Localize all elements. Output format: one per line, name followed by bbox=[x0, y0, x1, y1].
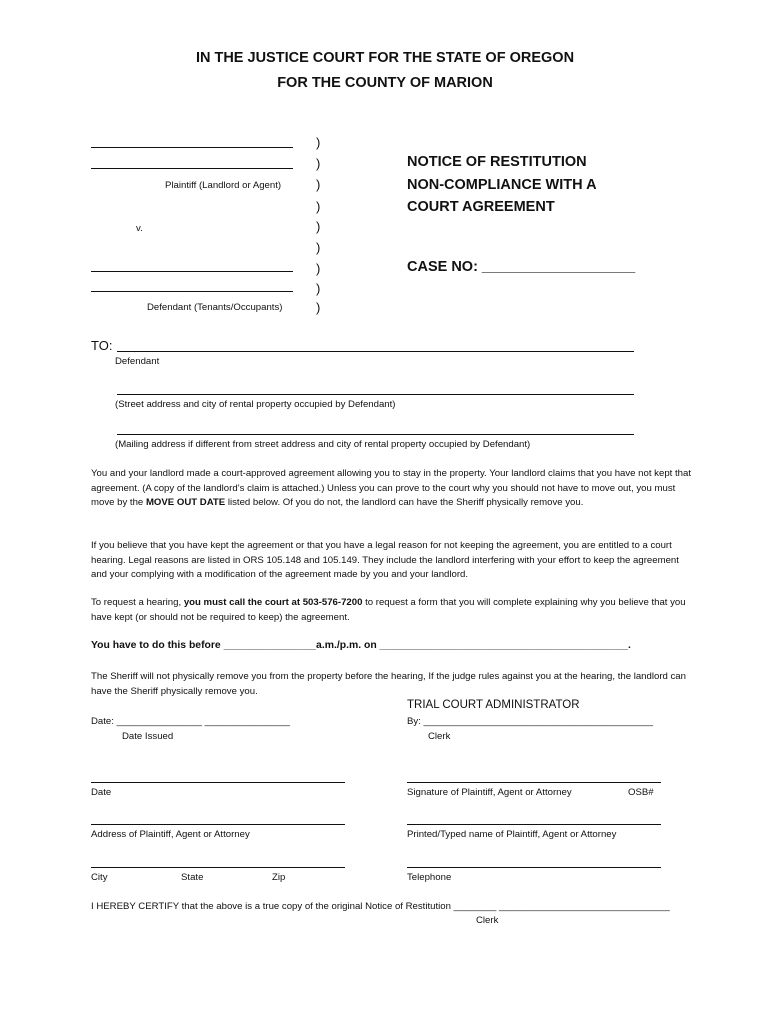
caption-paren: ) bbox=[316, 156, 321, 171]
city-label: City bbox=[91, 872, 108, 883]
telephone-line[interactable] bbox=[407, 867, 661, 868]
certify-statement: I HEREBY CERTIFY that the above is a true copy of the original Notice of Restitution ________ ________________________________ bbox=[91, 901, 670, 912]
street-address-line[interactable] bbox=[117, 394, 634, 395]
caption-paren: ) bbox=[316, 219, 321, 234]
street-address-label: (Street address and city of rental property occupied by Defendant) bbox=[115, 399, 396, 410]
court-title: IN THE JUSTICE COURT FOR THE STATE OF OREGON bbox=[195, 50, 575, 66]
plaintiff-line-1[interactable] bbox=[91, 147, 293, 148]
date-line[interactable] bbox=[91, 782, 345, 783]
to-defendant-label: Defendant bbox=[115, 356, 160, 367]
defendant-label: Defendant (Tenants/Occupants) bbox=[147, 302, 283, 313]
address-label: Address of Plaintiff, Agent or Attorney bbox=[91, 829, 250, 840]
caption-paren: ) bbox=[316, 240, 321, 255]
mailing-address-label: (Mailing address if different from street address and city of rental property occupied by Defendant) bbox=[115, 439, 531, 450]
date-issued-label: Date Issued bbox=[122, 731, 174, 742]
caption-paren: ) bbox=[316, 199, 321, 214]
clerk-label: Clerk bbox=[428, 731, 451, 742]
case-number: CASE NO: ___________________ bbox=[407, 259, 636, 275]
certify-clerk-label: Clerk bbox=[476, 915, 499, 926]
signature-line[interactable] bbox=[407, 782, 661, 783]
paragraph-sheriff: The Sheriff will not physically remove you from the property before the hearing, If the judge rules against you at the hearing, the landlord can have the Sheriff physically remove you. bbox=[91, 671, 686, 697]
address-line[interactable] bbox=[91, 824, 345, 825]
notice-title-1: NOTICE OF RESTITUTION bbox=[407, 154, 587, 170]
plaintiff-label: Plaintiff (Landlord or Agent) bbox=[165, 180, 282, 191]
zip-label: Zip bbox=[272, 872, 286, 883]
printed-name-label: Printed/Typed name of Plaintiff, Agent or Attorney bbox=[407, 829, 617, 840]
city-state-zip-line[interactable] bbox=[91, 867, 345, 868]
date-label: Date bbox=[91, 787, 112, 798]
deadline-line: You have to do this before ________________a.m./p.m. on ___________________________________________. bbox=[91, 640, 631, 651]
telephone-label: Telephone bbox=[407, 872, 452, 883]
notice-title-3: COURT AGREEMENT bbox=[407, 199, 555, 215]
caption-paren: ) bbox=[316, 135, 321, 150]
osb-label: OSB# bbox=[628, 787, 654, 798]
defendant-line-1[interactable] bbox=[91, 271, 293, 272]
caption-paren: ) bbox=[316, 281, 321, 296]
signature-label: Signature of Plaintiff, Agent or Attorney bbox=[407, 787, 572, 798]
paragraph-agreement: You and your landlord made a court-approved agreement allowing you to stay in the property. Your landlord claims that you have not kept that agreement. (A copy of the landlord’s claim is attached.) Unless you can prove to the court why you should not have to move out, you must move by the MOVE OUT DATE listed below. Of you do not, the landlord can have the Sheriff physically remove you. bbox=[91, 468, 691, 508]
by-clerk-field[interactable]: By: ___________________________________________ bbox=[407, 716, 653, 727]
to-label: TO: bbox=[91, 338, 113, 353]
county-title: FOR THE COUNTY OF MARION bbox=[277, 75, 493, 91]
caption-paren: ) bbox=[316, 300, 321, 315]
printed-name-line[interactable] bbox=[407, 824, 661, 825]
defendant-line-2[interactable] bbox=[91, 291, 293, 292]
plaintiff-line-2[interactable] bbox=[91, 168, 293, 169]
notice-title-2: NON-COMPLIANCE WITH A bbox=[407, 177, 597, 193]
date-field[interactable]: Date: ________________ ________________ bbox=[91, 716, 291, 727]
state-label: State bbox=[181, 872, 204, 883]
admin-title: TRIAL COURT ADMINISTRATOR bbox=[407, 699, 580, 711]
mailing-address-line[interactable] bbox=[117, 434, 634, 435]
paragraph-request-hearing: To request a hearing, you must call the court at 503-576-7200 to request a form that you will complete explaining why you believe that you have kept (or should not be required to keep) the agreement. bbox=[91, 597, 686, 623]
paragraph-legal-reasons: If you believe that you have kept the agreement or that you have a legal reason for not keeping the agreement, you are entitled to a court hearing. Legal reasons are listed in ORS 105.148 and 105.149. They include the landlord interfering with your effort to keep the agreement and your complying with a modification of the agreement made by you and your landlord. bbox=[91, 540, 679, 580]
to-defendant-line[interactable] bbox=[117, 351, 634, 352]
caption-paren: ) bbox=[316, 261, 321, 276]
versus-label: v. bbox=[136, 223, 143, 234]
caption-paren: ) bbox=[316, 177, 321, 192]
